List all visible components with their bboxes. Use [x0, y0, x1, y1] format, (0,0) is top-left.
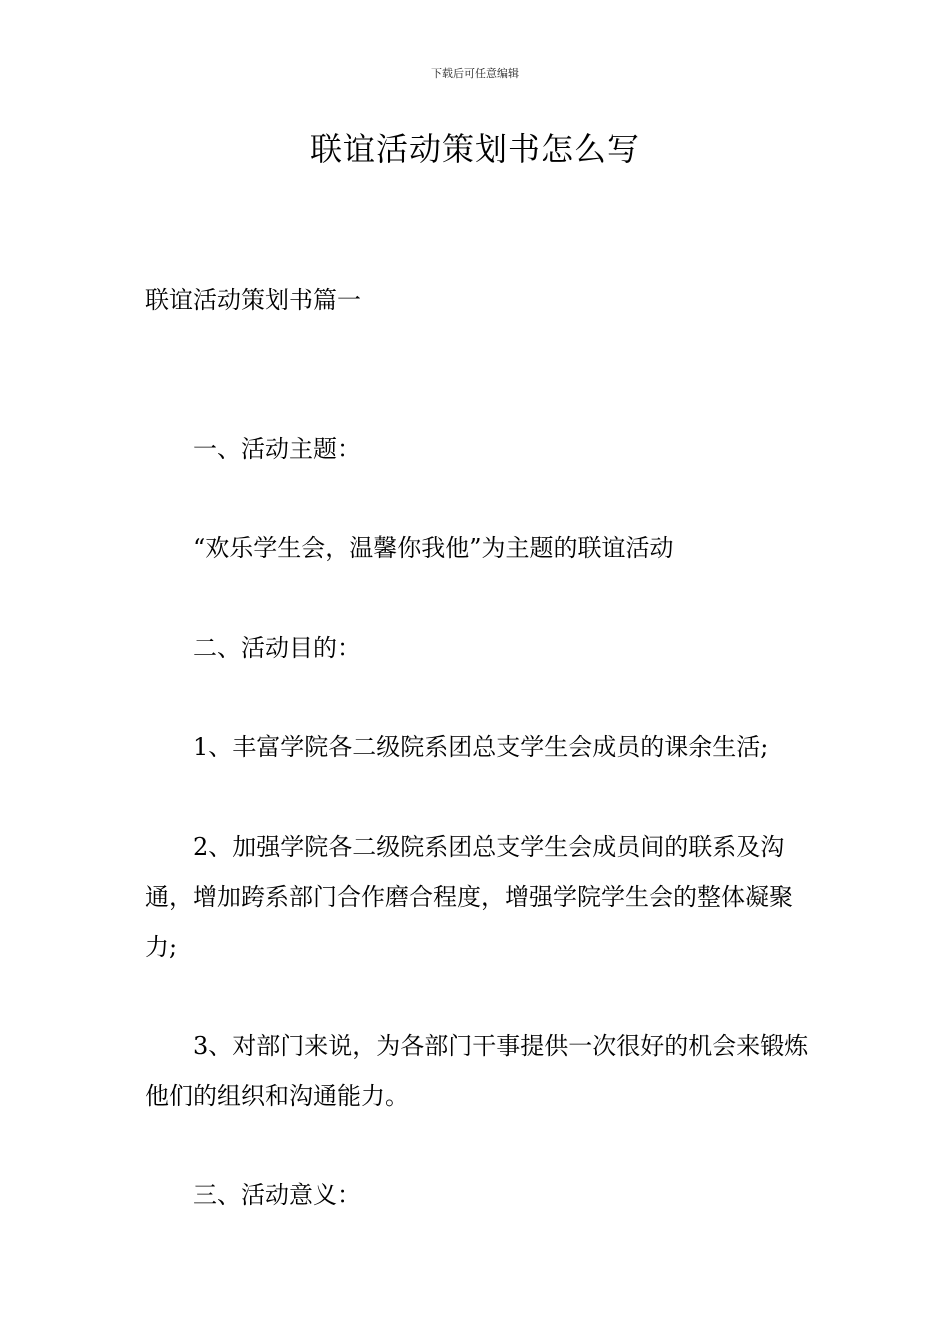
purpose-item-2: 2、加强学院各二级院系团总支学生会成员间的联系及沟通，增加跨系部门合作磨合程度，增强学院学生会的整体凝聚力;: [145, 833, 793, 961]
section-title: 联谊活动策划书篇一: [145, 286, 361, 314]
purpose-heading: 二、活动目的：: [193, 634, 361, 662]
purpose-item-1: 1、丰富学院各二级院系团总支学生会成员的课余生活;: [193, 733, 769, 761]
meaning-heading: 三、活动意义：: [193, 1181, 361, 1209]
theme-text: “欢乐学生会，温馨你我他”为主题的联谊活动: [193, 534, 674, 562]
theme-heading: 一、活动主题：: [193, 435, 361, 463]
document-title: 联谊活动策划书怎么写: [309, 130, 640, 168]
header-note: 下载后可任意编辑: [431, 67, 519, 80]
purpose-item-3: 3、对部门来说，为各部门干事提供一次很好的机会来锻炼他们的组织和沟通能力。: [145, 1032, 809, 1110]
